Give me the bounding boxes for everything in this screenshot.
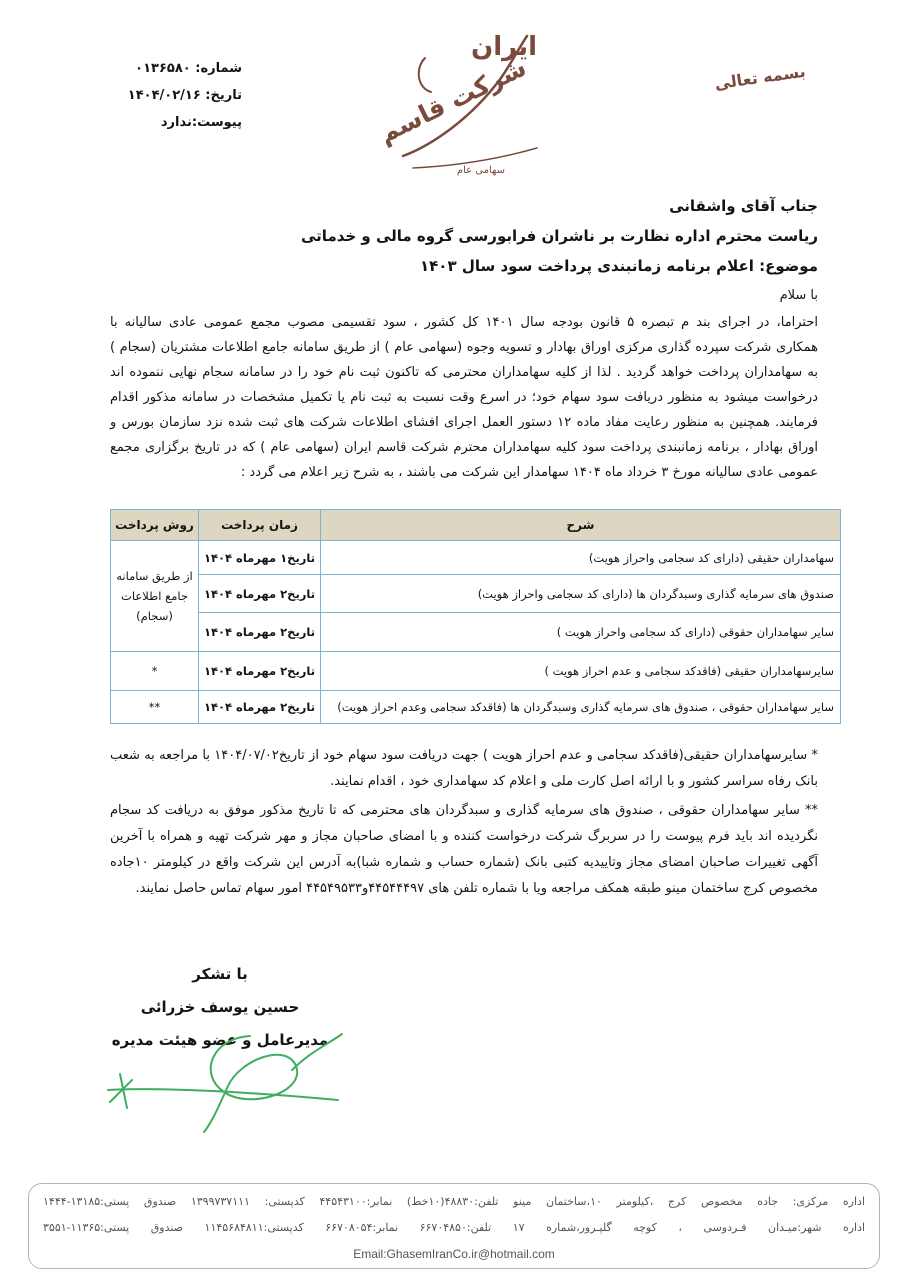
row-payment-time: تاریخ۲ مهرماه ۱۴۰۴ <box>199 613 321 652</box>
logo-flourish-curl <box>419 58 431 92</box>
signer-position: مدیرعامل و عضو هیئت مدیره <box>111 1031 329 1049</box>
method-line: (سجام) <box>136 609 173 623</box>
footer-email: Email:GhasemIranCo.ir@hotmail.com <box>353 1247 555 1261</box>
row-description: سایر سهامداران حقوقی ، صندوق های سرمایه گذاری وسبدگردان ها (فاقدکد سجامی وعدم احراز هویت) <box>321 691 841 724</box>
letter-number-row <box>110 55 242 82</box>
table-row <box>111 691 841 724</box>
table-row <box>111 652 841 691</box>
row-payment-time: تاریخ۲ مهرماه ۱۴۰۴ <box>199 575 321 613</box>
letter-meta <box>110 55 242 136</box>
row-description: صندوق های سرمایه گذاری وسبدگردان ها (دارای کد سجامی واحراز هویت) <box>321 575 841 613</box>
letter-attachment-label: پیوست: <box>191 115 242 130</box>
footnotes <box>110 743 818 902</box>
row-payment-method: * <box>111 652 199 691</box>
footer-head-office: اداره مرکزی: جاده مخصوص کرج ،کیلومتر ۱۰،ساختمان مینو تلفن:۴۸۸۳۰(۱۰خط) نمابر:۴۴۵۴۳۱۰۰ کدپستی: ۱۳۹۹۷۳۷۱۱۱ صندوق پستی:۱۳۱۸۵-۱۴۴۴ <box>43 1195 866 1208</box>
footnote-double-star: ** سایر سهامداران حقوقی ، صندوق های سرمایه گذاری و سبدگردان های محترمی که تا تاریخ مذکور موفق به دریافت کد سجام نگردیده اند باید فرم پیوست را در سربرگ شرکت درخواست کننده و با امضای صاحبان مجاز و مهر شرکت تهیه و همراه با آخرین آگهی تغییرات صاحبان امضای مجاز وتاییدیه کتبی بانک (شماره حساب و شماره شبا)به آدرس این شرکت واقع در کیلومتر ۱۰جاده مخصوص کرج ساختمان مینو طبقه همکف مراجعه ویا با شماره تلفن های ۴۴۵۴۴۴۹۷و۴۴۵۴۹۵۳۳ امور سهام تماس حاصل نمایند. <box>110 803 818 896</box>
row-payment-time: تاریخ۲ مهرماه ۱۴۰۴ <box>199 691 321 724</box>
letter-date-label: تاریخ: <box>205 88 242 103</box>
header-description: شرح <box>321 510 841 541</box>
logo-text-public-company: سهامی عام <box>456 165 505 176</box>
header-payment-method: روش پرداخت <box>111 510 199 541</box>
method-line: از طریق سامانه <box>116 569 193 583</box>
letter-date-row <box>110 82 242 109</box>
handwritten-signature <box>100 1030 350 1135</box>
body-line: درخواست میشود به منظور دریافت سود سهام خود؛ در اسرع وقت نسبت به ثبت نام یا تکمیل مشخصات در سامانه مذکور اقدام <box>110 390 818 405</box>
body-line: عمومی عادی سالیانه مورخ ۳ خرداد ماه ۱۴۰۴ سهامدار این شرکت می باشند ، به شرح زیر اعلام می گردد : <box>240 465 818 480</box>
footnote-single-star: * سایرسهامداران حقیقی(فاقدکد سجامی و عدم احراز هویت ) جهت دریافت سود سهام خود از تاریخ۱۴۰۴/۰۷/۰۲ با مراجعه به شعب بانک رفاه سراسر کشور و با ارائه اصل کارت ملی و اعلام کد سهامداری خود ، اقدام نمایند. <box>110 748 818 789</box>
company-logo <box>374 28 545 178</box>
body-line: به سهامداران پرداخت خواهد گردید . لذا از کلیه سهامداران محترمی که تاکنون ثبت نام خود را در سامانه سجام نهایی ننموده اند <box>110 365 818 380</box>
footer-city-office: اداره شهر:میـدان فـردوسی ، کوچه گلپـرور،شماره ۱۷ تلفن:۶۶۷۰۴۸۵۰ نمابر:۶۶۷۰۸۰۵۴ کدپستی:۱۱۴۵۶۸۴۸۱۱ صندوق پستی:۱۱۳۶۵-۳۵۵۱ <box>43 1221 866 1234</box>
table-header-row <box>111 510 841 541</box>
letterhead-footer <box>28 1183 880 1269</box>
recipient-block <box>98 191 818 311</box>
letter-date: ۱۴۰۴/۰۲/۱۶ <box>127 88 201 103</box>
logo-text-iran: ایران <box>471 32 537 62</box>
row-payment-time: تاریخ۲ مهرماه ۱۴۰۴ <box>199 652 321 691</box>
row-description: سهامداران حقیقی (دارای کد سجامی واحراز هویت) <box>321 541 841 575</box>
signature-stroke-loop <box>204 1036 297 1132</box>
method-line: جامع اطلاعات <box>121 589 188 603</box>
table-row <box>111 541 841 575</box>
signature-stroke-tail <box>292 1034 342 1070</box>
bismillah-calligraphy: بسمه تعالی <box>713 61 807 94</box>
body-line: فرمایند. همچنین به منظور رعایت مفاد ماده ۱۲ دستور العمل اجرای افشای اطلاعات شرکت های ثبت شده نزد سازمان بورس و <box>110 415 818 430</box>
row-payment-method: ** <box>111 691 199 724</box>
row-description: سایر سهامداران حقوقی (دارای کد سجامی واحراز هویت ) <box>321 613 841 652</box>
payment-schedule-table <box>110 509 841 724</box>
letter-number: ۰۱۳۶۵۸۰ <box>135 61 191 76</box>
table-row <box>111 613 841 652</box>
greeting: با سلام <box>779 288 818 303</box>
row-payment-method-sajam <box>111 541 199 652</box>
letter-subject: موضوع: اعلام برنامه زمانبندی پرداخت سود سال ۱۴۰۳ <box>420 257 818 275</box>
closing-phrase: با تشکر <box>192 965 248 983</box>
logo-text-company: شرکت قاسم <box>374 52 531 149</box>
letter-body <box>110 310 818 485</box>
body-line: اوراق بهادار ، برنامه زمانبندی پرداخت سود کلیه سهامداران محترم شرکت قاسم ایران (سهامی عام ) که در تاریخ برگزاری مجمع <box>110 440 818 455</box>
header-payment-time: زمان پرداخت <box>199 510 321 541</box>
letter-attachment: ندارد <box>160 115 192 130</box>
table-row <box>111 575 841 613</box>
recipient-name: جناب آقای واشقانی <box>669 197 818 215</box>
recipient-title: ریاست محترم اداره نظارت بر ناشران فرابورسی گروه مالی و خدماتی <box>301 227 818 245</box>
body-line: احتراما، در اجرای بند م تبصره ۵ قانون بودجه سال ۱۴۰۱ کل کشور ، سود تقسیمی مصوب مجمع عمومی عادی سالیانه با <box>110 315 819 330</box>
row-description: سایرسهامداران حقیقی (فاقدکد سجامی و عدم احراز هویت ) <box>321 652 841 691</box>
letter-number-label: شماره: <box>195 61 242 76</box>
row-payment-time: تاریخ۱ مهرماه ۱۴۰۴ <box>199 541 321 575</box>
body-line: همکاری شرکت سپرده گذاری مرکزی اوراق بهادار و تسویه وجوه (سهامی عام ) از طریق سامانه جامع اطلاعات مشتریان (سجام ) <box>110 340 818 355</box>
letter-attachment-row <box>110 109 242 136</box>
signer-name: حسین یوسف خزرائی <box>140 998 300 1016</box>
